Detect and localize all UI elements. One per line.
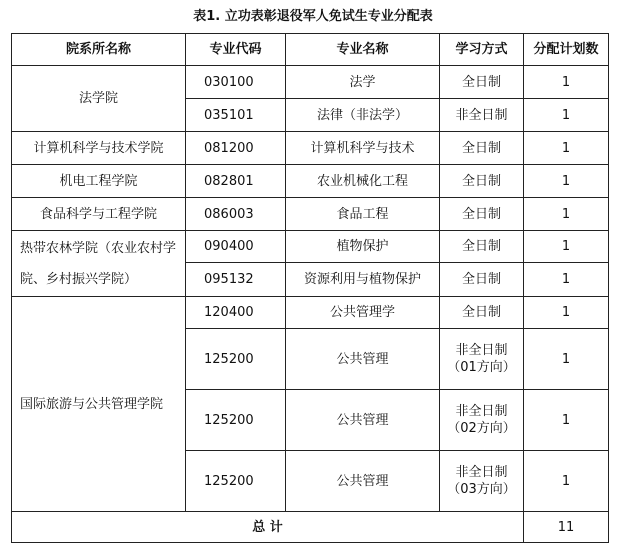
table-row (12, 132, 609, 165)
mode-cell: 全日制 (440, 165, 524, 198)
header-row (12, 34, 609, 66)
count-cell: 1 (524, 165, 609, 198)
mode-cell: 全日制 (440, 132, 524, 165)
mode-cell (440, 390, 524, 451)
code-cell: 125200 (186, 451, 286, 512)
major-cell: 农业机械化工程 (286, 165, 440, 198)
major-cell: 资源利用与植物保护 (286, 263, 440, 297)
major-cell: 公共管理 (286, 451, 440, 512)
college-cell: 热带农林学院（农业农村学院、乡村振兴学院） (12, 231, 186, 297)
major-cell: 食品工程 (286, 198, 440, 231)
code-cell: 125200 (186, 390, 286, 451)
count-cell: 1 (524, 263, 609, 297)
table-row (12, 231, 609, 263)
count-cell: 1 (524, 99, 609, 132)
code-cell: 030100 (186, 66, 286, 99)
count-cell: 1 (524, 132, 609, 165)
table-row (12, 66, 609, 99)
header-code: 专业代码 (186, 34, 286, 66)
mode-text: 非全日制 (455, 465, 508, 480)
allocation-table (11, 33, 609, 543)
code-cell: 086003 (186, 198, 286, 231)
mode-text: 非全日制 (455, 343, 508, 358)
header-count: 分配计划数 (524, 34, 609, 66)
major-cell: 公共管理 (286, 390, 440, 451)
major-cell: 植物保护 (286, 231, 440, 263)
mode-cell: 全日制 (440, 297, 524, 329)
college-cell: 法学院 (12, 66, 186, 132)
count-cell: 1 (524, 231, 609, 263)
mode-cell: 全日制 (440, 198, 524, 231)
mode-text: 非全日制 (455, 404, 508, 419)
count-cell: 1 (524, 66, 609, 99)
major-cell: 公共管理 (286, 329, 440, 390)
table-row (12, 165, 609, 198)
code-cell: 082801 (186, 165, 286, 198)
code-cell: 081200 (186, 132, 286, 165)
total-label: 总 计 (12, 512, 524, 543)
count-cell: 1 (524, 329, 609, 390)
code-cell: 090400 (186, 231, 286, 263)
mode-cell (440, 329, 524, 390)
header-major: 专业名称 (286, 34, 440, 66)
mode-cell (440, 451, 524, 512)
count-cell: 1 (524, 297, 609, 329)
code-cell: 095132 (186, 263, 286, 297)
major-cell: 法学 (286, 66, 440, 99)
mode-cell: 全日制 (440, 66, 524, 99)
table-title: 表1. 立功表彰退役军人免试生专业分配表 (193, 9, 433, 24)
major-cell: 法律（非法学） (286, 99, 440, 132)
direction-text: （01方向） (447, 360, 516, 375)
direction-text: （03方向） (447, 482, 516, 497)
code-cell: 035101 (186, 99, 286, 132)
table-row (12, 198, 609, 231)
college-cell: 国际旅游与公共管理学院 (12, 297, 186, 512)
major-cell: 计算机科学与技术 (286, 132, 440, 165)
major-cell: 公共管理学 (286, 297, 440, 329)
college-cell: 计算机科学与技术学院 (12, 132, 186, 165)
total-row (12, 512, 609, 543)
mode-cell: 全日制 (440, 263, 524, 297)
header-college: 院系所名称 (12, 34, 186, 66)
count-cell: 1 (524, 198, 609, 231)
college-cell: 食品科学与工程学院 (12, 198, 186, 231)
count-cell: 1 (524, 390, 609, 451)
total-count: 11 (524, 512, 609, 543)
mode-cell: 非全日制 (440, 99, 524, 132)
table-row (12, 297, 609, 329)
count-cell: 1 (524, 451, 609, 512)
mode-cell: 全日制 (440, 231, 524, 263)
direction-text: （02方向） (447, 421, 516, 436)
header-mode: 学习方式 (440, 34, 524, 66)
code-cell: 125200 (186, 329, 286, 390)
college-cell: 机电工程学院 (12, 165, 186, 198)
code-cell: 120400 (186, 297, 286, 329)
